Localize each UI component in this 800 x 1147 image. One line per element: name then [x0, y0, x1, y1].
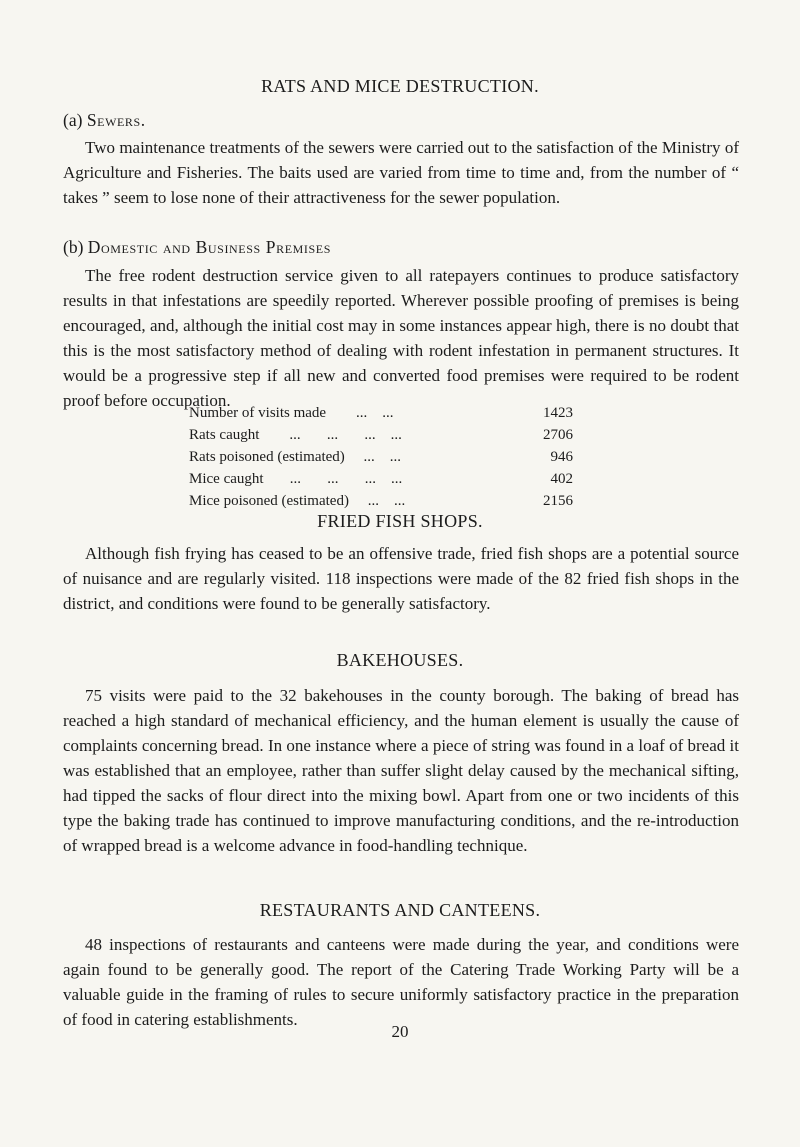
- restaurants-paragraph: 48 inspections of restaurants and canteens were made during the year, and conditions were again found to be generally good. The report of the Catering Trade Working Party will be a valuable guide in the framing of rules to secure uniformly satisfactory practice in the preparation of food in catering establishments.: [63, 935, 739, 1029]
- sewers-title: Sewers.: [86, 110, 146, 130]
- stat-row: [189, 446, 573, 468]
- domestic-subheading: [63, 237, 331, 258]
- rats-mice-heading: RATS AND MICE DESTRUCTION.: [261, 76, 539, 96]
- stat-row: [189, 402, 573, 424]
- stat-value: 946: [550, 449, 573, 465]
- fried-fish-paragraph: Although fish frying has ceased to be an offensive trade, fried fish shops are a potential source of nuisance and are regularly visited. 118 inspections were made of the 82 fried fish shops in the district, and conditions were found to be generally satisfactory.: [63, 544, 739, 613]
- fried-fish-heading: FRIED FISH SHOPS.: [317, 511, 483, 531]
- stat-row: [189, 490, 573, 512]
- stat-label: Mice poisoned (estimated) ... ...: [189, 493, 406, 509]
- stat-label: Mice caught ... ... ... ...: [189, 471, 403, 487]
- stat-value: 2706: [543, 427, 573, 443]
- stat-value: 2156: [543, 493, 573, 509]
- stat-value: 402: [550, 471, 573, 487]
- page-number: 20: [391, 1022, 409, 1041]
- bakehouses-paragraph: 75 visits were paid to the 32 bakehouses in the county borough. The baking of bread has reached a high standard of mechanical efficiency, and the human element is usually the cause of complaints concerning bread. In one instance where a piece of string was found in a loaf of bread it was established that an employee, rather than suffer slight delay caused by the mechanical sifting, had tipped the sacks of flour direct into the mixing bowl. Apart from one or two incidents of this type the baking trade has continued to improve manufacturing conditions, and the re-introduction of wrapped bread is a welcome advance in food-handling technique.: [63, 686, 739, 855]
- stat-label: Number of visits made ... ...: [189, 405, 394, 421]
- sewers-subheading: [63, 110, 146, 131]
- stat-row: [189, 468, 573, 490]
- stat-row: [189, 424, 573, 446]
- restaurants-heading: RESTAURANTS AND CANTEENS.: [259, 900, 541, 920]
- stat-label: Rats caught ... ... ... ...: [189, 427, 402, 443]
- sewers-marker: (a): [63, 110, 83, 130]
- rodent-statistics-table: [189, 402, 573, 512]
- domestic-title: Domestic and Business Premises: [87, 237, 331, 257]
- sewers-paragraph: Two maintenance treatments of the sewers were carried out to the satisfaction of the Ministry of Agriculture and Fisheries. The baits used are varied from time to time and, from the number of “ takes ” seem to lose none of their attractiveness for the sewer population.: [63, 138, 739, 207]
- stat-label: Rats poisoned (estimated) ... ...: [189, 449, 402, 465]
- stat-value: 1423: [543, 405, 573, 421]
- domestic-marker: (b): [63, 237, 84, 257]
- bakehouses-heading: BAKEHOUSES.: [336, 650, 464, 670]
- domestic-paragraph: The free rodent destruction service given to all ratepayers continues to produce satisfactory results in that infestations are speedily reported. Wherever possible proofing of premises is being encouraged, and, although the initial cost may in some instances appear high, there is no doubt that this is the most satisfactory method of dealing with rodent infestation in permanent structures. It would be a progressive step if all new and converted food premises were required to be rodent proof before occupation.: [63, 266, 739, 410]
